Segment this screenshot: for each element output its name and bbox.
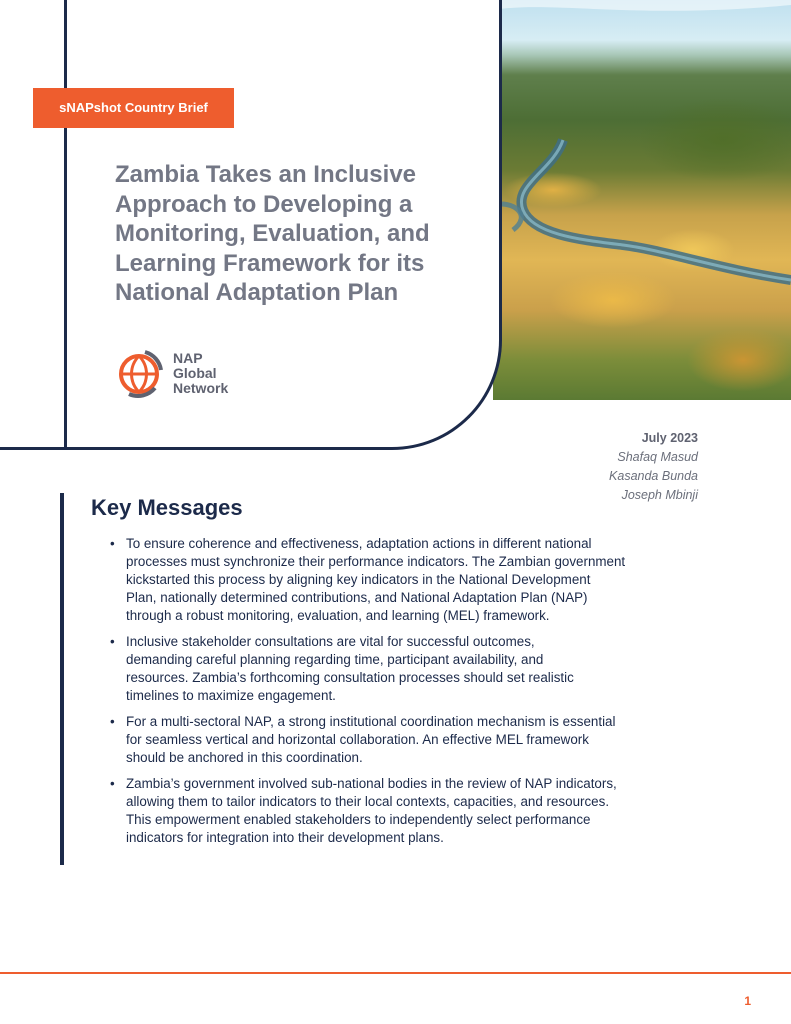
byline [609,429,698,505]
cover-left-rule [64,0,67,450]
title-line: Approach to Developing a [115,190,413,218]
footer-rule [0,972,791,974]
list-item: • Inclusive stakeholder consultations are vital for successful outcomes, demanding careful planning regarding time, participant availability, and resources. Zambia’s forthcoming consultation processes should set realistic timelines to maximize engagement. [110,634,574,703]
key-messages-list [110,535,710,855]
river-illustration [493,0,791,400]
page-number: 1 [744,994,751,1008]
nap-global-network-logo [115,348,228,398]
title-line: Monitoring, Evaluation, and [115,220,430,247]
brief-type-tag: sNAPshot Country Brief [33,88,234,128]
title-line: National Adaptation Plan [115,279,399,306]
bullet-icon: • [110,536,115,551]
document-title [115,160,485,308]
logo-wordmark: NAP Global Network [173,349,229,396]
author: Shafaq Masud [617,450,698,464]
author: Joseph Mbinji [621,488,698,502]
bullet-icon: • [110,634,115,649]
publication-date: July 2023 [641,431,698,445]
globe-logo-icon [115,348,165,398]
list-item: • For a multi-sectoral NAP, a strong institutional coordination mechanism is essential for seamless vertical and horizontal collaboration. An effective MEL framework should be anchored in this coordination. [110,714,616,765]
title-line: Zambia Takes an Inclusive [115,161,417,188]
key-messages-heading: Key Messages [91,495,243,520]
author: Kasanda Bunda [609,469,698,483]
list-item: • To ensure coherence and effectiveness, adaptation actions in different national processes must synchronize their performance indicators. The Zambian government kickstarted this process by aligning key indicators in the National Development Plan, nationally determined contributions, and National Adaptation Plan (NAP) through a robust monitoring, evaluation, and learning (MEL) framework. [110,536,626,623]
bullet-icon: • [110,776,115,791]
title-line: Learning Framework for its [115,249,425,277]
key-messages-rule [60,493,64,865]
list-item: • Zambia’s government involved sub-national bodies in the review of NAP indicators, allowing them to tailor indicators to their local contexts, capacities, and resources. This empowerment enabled stakeholders to independently select performance indicators for integration into their development plans. [110,776,617,845]
bullet-icon: • [110,714,115,729]
cover-photo [493,0,791,400]
